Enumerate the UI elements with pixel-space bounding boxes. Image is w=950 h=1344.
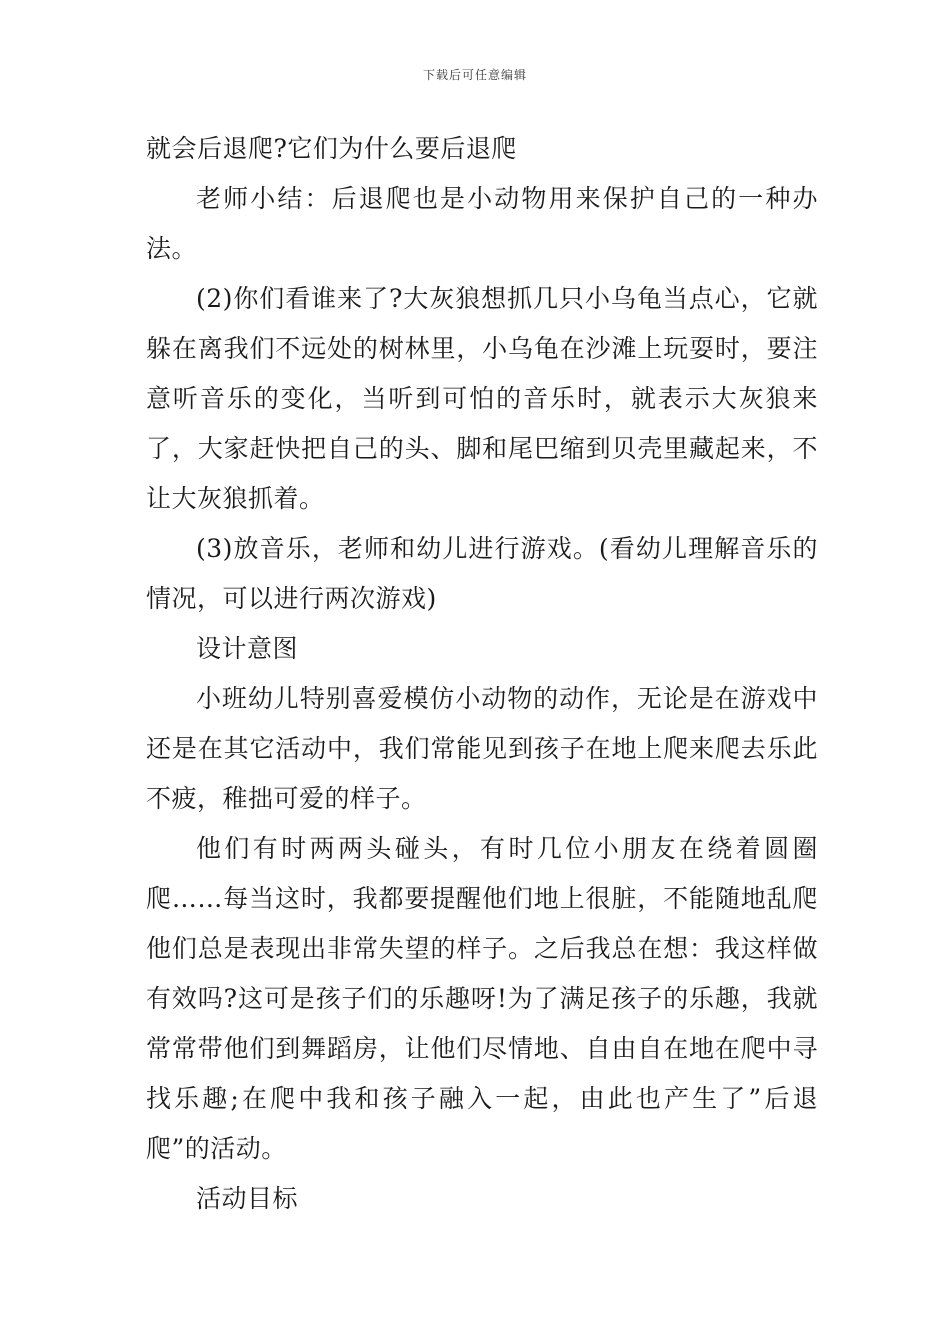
paragraph-step-3: (3)放音乐，老师和幼儿进行游戏。(看幼儿理解音乐的情况，可以进行两次游戏) <box>146 534 818 613</box>
paragraph-step-2: (2)你们看谁来了?大灰狼想抓几只小乌龟当点心，它就躲在离我们不远处的树林里，小乌龟在沙滩上玩耍时，要注意听音乐的变化，当听到可怕的音乐时，就表示大灰狼来了，大家赶快把自己的头、脚和尾巴缩到贝壳里藏起来，不让大灰狼抓着。 <box>146 284 818 513</box>
paragraph-teacher-summary: 老师小结：后退爬也是小动物用来保护自己的一种办法。 <box>146 184 818 263</box>
paragraph-continued-question: 就会后退爬?它们为什么要后退爬 <box>146 134 517 163</box>
heading-activity-goals: 活动目标 <box>196 1184 299 1213</box>
paragraph-design-intent-1: 小班幼儿特别喜爱模仿小动物的动作，无论是在游戏中还是在其它活动中，我们常能见到孩子在地上爬来爬去乐此不疲，稚拙可爱的样子。 <box>146 684 818 813</box>
heading-design-intent: 设计意图 <box>196 634 299 663</box>
document-body <box>146 124 818 1224</box>
paragraph-design-intent-2: 他们有时两两头碰头，有时几位小朋友在绕着圆圈爬……每当这时，我都要提醒他们地上很脏，不能随地乱爬他们总是表现出非常失望的样子。之后我总在想：我这样做有效吗?这可是孩子们的乐趣呀!为了满足孩子的乐趣，我就常常带他们到舞蹈房，让他们尽情地、自由自在地在爬中寻找乐趣;在爬中我和孩子融入一起，由此也产生了”后退爬”的活动。 <box>146 834 818 1163</box>
page-header: 下载后可任意编辑 <box>422 68 527 82</box>
